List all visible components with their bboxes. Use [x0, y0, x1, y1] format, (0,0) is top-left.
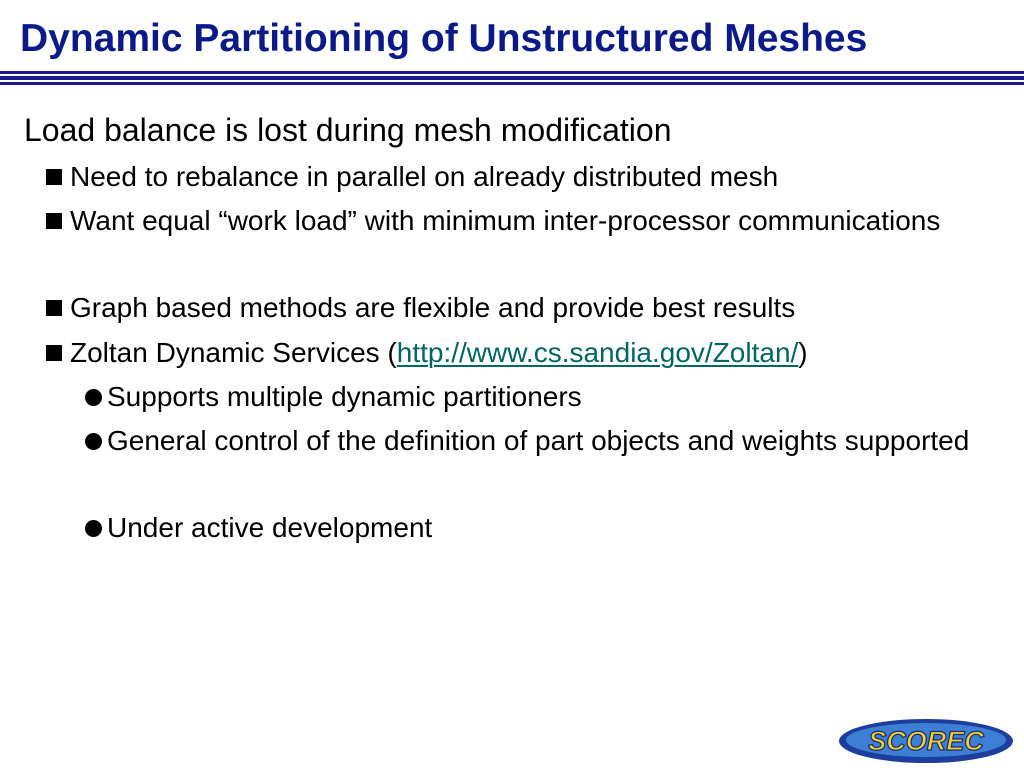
bullet-text [46, 332, 1006, 374]
sub-bullet-text: Under active development [107, 512, 433, 543]
bullet-text: Want equal “work load” with minimum inter-processor communications [70, 205, 941, 236]
square-bullet-icon [46, 300, 62, 316]
bullet-text-prefix: Zoltan Dynamic Services ( [70, 337, 397, 368]
sub-bullet-item [85, 376, 1005, 418]
slide-title: Dynamic Partitioning of Unstructured Meshes [20, 17, 868, 60]
bullet-item [46, 287, 1006, 329]
round-bullet-icon [85, 520, 102, 537]
scorec-logo-icon [838, 718, 1014, 764]
bullet-item [46, 332, 1006, 374]
logo-text: SCOREC [868, 726, 984, 756]
zoltan-link[interactable]: http://www.cs.sandia.gov/Zoltan/ [396, 337, 799, 368]
sub-bullet-item [85, 420, 1005, 462]
square-bullet-icon [46, 345, 62, 361]
sub-bullet-text: Supports multiple dynamic partitioners [107, 381, 582, 412]
round-bullet-icon [85, 433, 102, 450]
sub-bullet-text: General control of the definition of part objects and weights supported [107, 425, 970, 456]
slide-heading: Load balance is lost during mesh modification [24, 112, 672, 148]
bullet-text-suffix: ) [798, 337, 808, 368]
sub-bullet-item [85, 507, 1005, 549]
square-bullet-icon [46, 213, 62, 229]
square-bullet-icon [46, 169, 62, 185]
bullet-text: Graph based methods are flexible and provide best results [70, 292, 796, 323]
bullet-text: Need to rebalance in parallel on already distributed mesh [70, 161, 779, 192]
round-bullet-icon [85, 389, 102, 406]
bullet-item [46, 200, 1006, 242]
bullet-item [46, 156, 1006, 198]
